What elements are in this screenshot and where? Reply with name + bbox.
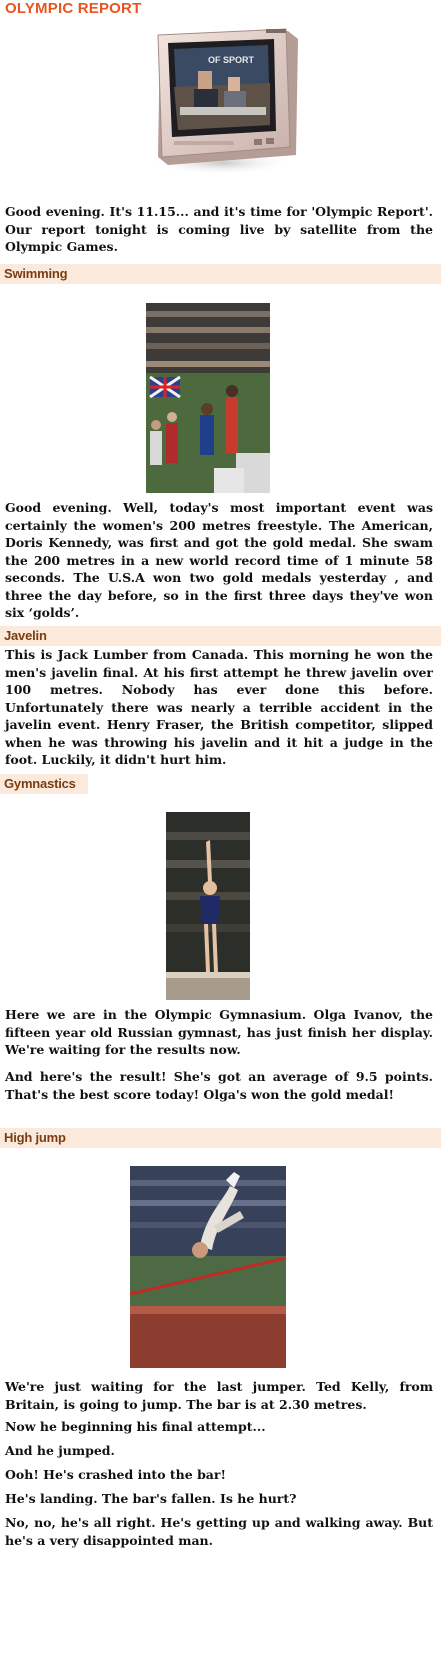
high-jump-paragraph-4: Ooh! He's crashed into the bar! xyxy=(5,1467,226,1482)
high-jump-paragraph-3: And he jumped. xyxy=(5,1443,115,1458)
section-title-high-jump: High jump xyxy=(4,1130,66,1145)
medal-ceremony-photo xyxy=(146,303,270,493)
gymnastics-paragraph-2: And here's the result! She's got an average of 9.5 points. That's the best score today! Olga's won the gold medal! xyxy=(5,1069,433,1102)
swimming-paragraph-1: Good evening. Well, today's most important event was certainly the women's 200 metres freestyle. The American, Doris Kennedy, was first and got the gold medal. She swam the 200 metres in a new world record time of 1 minute 58 seconds. The U.S.A won two gold medals yesterday , and three the day before, so in the first three days they've won six ‘golds’. xyxy=(5,500,433,620)
intro-paragraph: Good evening. It's 11.15... and it's time for 'Olympic Report'. Our report tonight is coming live by satellite from the Olympic Games. xyxy=(5,204,433,254)
high-jump-paragraph-1: We're just waiting for the last jumper. Ted Kelly, from Britain, is going to jump. The bar is at 2.30 metres. xyxy=(5,1379,433,1412)
high-jump-paragraph-6: No, no, he's all right. He's getting up and walking away. But he's a very disappointed man. xyxy=(5,1515,433,1548)
section-title-javelin: Javelin xyxy=(4,628,47,643)
tv-set-image xyxy=(150,27,306,177)
high-jump-photo xyxy=(130,1166,286,1368)
section-header-swimming xyxy=(0,264,441,284)
section-header-high-jump xyxy=(0,1128,441,1148)
gymnastics-paragraph-1: Here we are in the Olympic Gymnasium. Olga Ivanov, the fifteen year old Russian gymnast, has just finish her display. We're waiting for the results now. xyxy=(5,1007,433,1057)
section-header-gymnastics xyxy=(0,774,88,794)
section-title-swimming: Swimming xyxy=(4,266,68,281)
high-jump-paragraph-5: He's landing. The bar's fallen. Is he hurt? xyxy=(5,1491,297,1506)
section-title-gymnastics: Gymnastics xyxy=(4,776,76,791)
svg-text:OF SPORT: OF SPORT xyxy=(208,55,255,65)
high-jump-paragraph-2: Now he beginning his final attempt... xyxy=(5,1419,266,1434)
section-header-javelin xyxy=(0,626,441,646)
page-title: OLYMPIC REPORT xyxy=(5,0,142,17)
javelin-paragraph-1: This is Jack Lumber from Canada. This morning he won the men's javelin final. At his first attempt he threw javelin over 100 metres. Nobody has ever done this before. Unfortunately there was nearly a terrible accident in the javelin event. Henry Fraser, the British competitor, slipped when he was throwing his javelin and it hit a judge in the foot. Luckily, it didn't hurt him. xyxy=(5,647,433,767)
gymnast-photo xyxy=(166,812,250,1000)
